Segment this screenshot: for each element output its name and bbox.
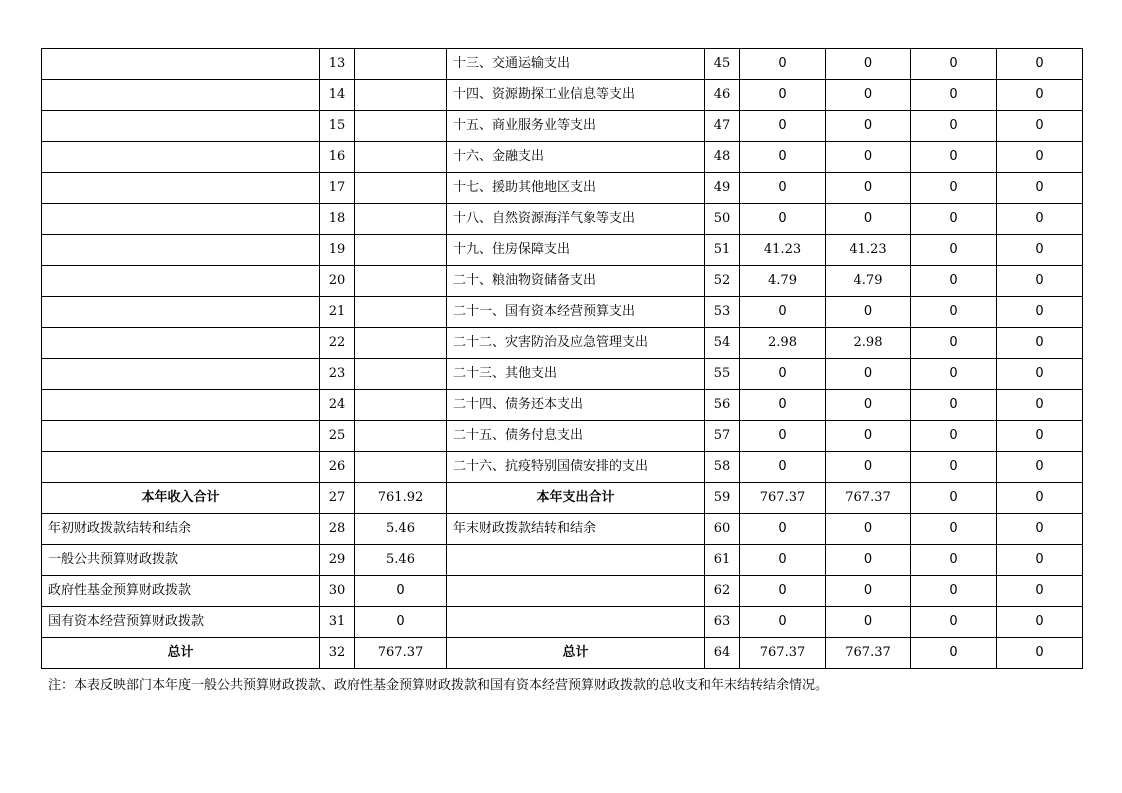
- left-amount-cell: [355, 452, 447, 483]
- left-label-cell: [42, 390, 320, 421]
- general-budget-cell: 767.37: [826, 638, 911, 669]
- right-line-number: 55: [705, 359, 740, 390]
- state-capital-cell: 0: [997, 111, 1083, 142]
- left-line-number: 32: [320, 638, 355, 669]
- gov-fund-cell: 0: [911, 204, 997, 235]
- table-row: [42, 297, 1083, 328]
- right-line-number: 47: [705, 111, 740, 142]
- gov-fund-cell: 0: [911, 49, 997, 80]
- right-label-cell: 十七、援助其他地区支出: [447, 173, 705, 204]
- total-expenditure-cell: 0: [740, 390, 826, 421]
- table-row: [42, 204, 1083, 235]
- right-line-number: 53: [705, 297, 740, 328]
- table-row: [42, 421, 1083, 452]
- state-capital-cell: 0: [997, 390, 1083, 421]
- right-line-number: 59: [705, 483, 740, 514]
- total-expenditure-cell: 0: [740, 49, 826, 80]
- left-label-cell: [42, 204, 320, 235]
- total-expenditure-cell: 0: [740, 297, 826, 328]
- gov-fund-cell: 0: [911, 359, 997, 390]
- state-capital-cell: 0: [997, 514, 1083, 545]
- general-budget-cell: 0: [826, 607, 911, 638]
- general-budget-cell: 0: [826, 173, 911, 204]
- left-amount-cell: [355, 328, 447, 359]
- general-budget-cell: 0: [826, 297, 911, 328]
- gov-fund-cell: 0: [911, 235, 997, 266]
- left-line-number: 13: [320, 49, 355, 80]
- right-label-cell: 二十、粮油物资储备支出: [447, 266, 705, 297]
- total-expenditure-cell: 0: [740, 421, 826, 452]
- left-amount-cell: [355, 49, 447, 80]
- total-expenditure-cell: 2.98: [740, 328, 826, 359]
- gov-fund-cell: 0: [911, 142, 997, 173]
- total-expenditure-cell: 0: [740, 80, 826, 111]
- gov-fund-cell: 0: [911, 607, 997, 638]
- state-capital-cell: 0: [997, 266, 1083, 297]
- total-expenditure-cell: 0: [740, 142, 826, 173]
- right-line-number: 57: [705, 421, 740, 452]
- left-line-number: 26: [320, 452, 355, 483]
- left-amount-cell: 0: [355, 607, 447, 638]
- state-capital-cell: 0: [997, 142, 1083, 173]
- general-budget-cell: 0: [826, 514, 911, 545]
- table-row: [42, 545, 1083, 576]
- left-amount-cell: [355, 235, 447, 266]
- total-expenditure-cell: 0: [740, 452, 826, 483]
- left-label-cell: [42, 266, 320, 297]
- left-line-number: 19: [320, 235, 355, 266]
- state-capital-cell: 0: [997, 173, 1083, 204]
- left-label-cell: 国有资本经营预算财政拨款: [42, 607, 320, 638]
- right-line-number: 46: [705, 80, 740, 111]
- gov-fund-cell: 0: [911, 390, 997, 421]
- gov-fund-cell: 0: [911, 421, 997, 452]
- right-line-number: 63: [705, 607, 740, 638]
- gov-fund-cell: 0: [911, 173, 997, 204]
- left-amount-cell: 767.37: [355, 638, 447, 669]
- state-capital-cell: 0: [997, 80, 1083, 111]
- left-label-cell: [42, 297, 320, 328]
- table-row: [42, 49, 1083, 80]
- left-label-cell: [42, 111, 320, 142]
- total-expenditure-cell: 0: [740, 607, 826, 638]
- table-row: [42, 514, 1083, 545]
- right-line-number: 60: [705, 514, 740, 545]
- left-amount-cell: [355, 142, 447, 173]
- left-label-cell: [42, 142, 320, 173]
- left-line-number: 20: [320, 266, 355, 297]
- right-line-number: 48: [705, 142, 740, 173]
- right-label-cell: [447, 576, 705, 607]
- right-label-cell: 十四、资源勘探工业信息等支出: [447, 80, 705, 111]
- total-expenditure-cell: 767.37: [740, 638, 826, 669]
- right-line-number: 61: [705, 545, 740, 576]
- left-line-number: 17: [320, 173, 355, 204]
- left-amount-cell: [355, 111, 447, 142]
- left-line-number: 31: [320, 607, 355, 638]
- right-label-cell: 二十三、其他支出: [447, 359, 705, 390]
- state-capital-cell: 0: [997, 576, 1083, 607]
- left-line-number: 28: [320, 514, 355, 545]
- left-line-number: 27: [320, 483, 355, 514]
- table-note: 注：本表反映部门本年度一般公共预算财政拨款、政府性基金预算财政拨款和国有资本经营预算财政拨款的总收支和年末结转结余情况。: [48, 678, 829, 693]
- left-line-number: 29: [320, 545, 355, 576]
- general-budget-cell: 2.98: [826, 328, 911, 359]
- right-label-cell: 二十二、灾害防治及应急管理支出: [447, 328, 705, 359]
- total-expenditure-cell: 0: [740, 545, 826, 576]
- table-row: [42, 235, 1083, 266]
- gov-fund-cell: 0: [911, 266, 997, 297]
- left-line-number: 21: [320, 297, 355, 328]
- left-line-number: 16: [320, 142, 355, 173]
- left-label-cell: [42, 359, 320, 390]
- left-amount-cell: 5.46: [355, 545, 447, 576]
- total-expenditure-cell: 767.37: [740, 483, 826, 514]
- right-line-number: 54: [705, 328, 740, 359]
- left-label-cell: [42, 421, 320, 452]
- left-label-cell: [42, 49, 320, 80]
- left-line-number: 18: [320, 204, 355, 235]
- right-label-cell: [447, 545, 705, 576]
- table-row: [42, 80, 1083, 111]
- left-amount-cell: 5.46: [355, 514, 447, 545]
- gov-fund-cell: 0: [911, 452, 997, 483]
- total-expenditure-cell: 0: [740, 359, 826, 390]
- right-line-number: 56: [705, 390, 740, 421]
- gov-fund-cell: 0: [911, 328, 997, 359]
- state-capital-cell: 0: [997, 204, 1083, 235]
- state-capital-cell: 0: [997, 235, 1083, 266]
- right-label-cell: [447, 607, 705, 638]
- right-line-number: 62: [705, 576, 740, 607]
- table-row: [42, 173, 1083, 204]
- left-line-number: 22: [320, 328, 355, 359]
- left-amount-cell: [355, 359, 447, 390]
- table-row: [42, 607, 1083, 638]
- state-capital-cell: 0: [997, 545, 1083, 576]
- right-label-cell: 年末财政拨款结转和结余: [447, 514, 705, 545]
- table-row: [42, 266, 1083, 297]
- right-line-number: 64: [705, 638, 740, 669]
- right-label-cell: 二十六、抗疫特别国债安排的支出: [447, 452, 705, 483]
- left-amount-cell: [355, 80, 447, 111]
- right-label-cell: 十三、交通运输支出: [447, 49, 705, 80]
- table-row: [42, 452, 1083, 483]
- table-row: [42, 328, 1083, 359]
- left-amount-cell: [355, 266, 447, 297]
- right-label-cell: 总计: [447, 638, 705, 669]
- table-row: [42, 638, 1083, 669]
- right-label-cell: 二十一、国有资本经营预算支出: [447, 297, 705, 328]
- left-label-cell: 一般公共预算财政拨款: [42, 545, 320, 576]
- general-budget-cell: 0: [826, 142, 911, 173]
- right-label-cell: 本年支出合计: [447, 483, 705, 514]
- general-budget-cell: 0: [826, 204, 911, 235]
- left-line-number: 15: [320, 111, 355, 142]
- left-label-cell: [42, 80, 320, 111]
- general-budget-cell: 0: [826, 545, 911, 576]
- total-expenditure-cell: 0: [740, 204, 826, 235]
- gov-fund-cell: 0: [911, 638, 997, 669]
- left-label-cell: 本年收入合计: [42, 483, 320, 514]
- left-label-cell: 年初财政拨款结转和结余: [42, 514, 320, 545]
- state-capital-cell: 0: [997, 607, 1083, 638]
- left-amount-cell: [355, 204, 447, 235]
- left-amount-cell: 761.92: [355, 483, 447, 514]
- left-line-number: 23: [320, 359, 355, 390]
- general-budget-cell: 0: [826, 49, 911, 80]
- table-row: [42, 359, 1083, 390]
- state-capital-cell: 0: [997, 297, 1083, 328]
- total-expenditure-cell: 0: [740, 111, 826, 142]
- state-capital-cell: 0: [997, 328, 1083, 359]
- right-label-cell: 十八、自然资源海洋气象等支出: [447, 204, 705, 235]
- table-row: [42, 483, 1083, 514]
- right-line-number: 50: [705, 204, 740, 235]
- left-line-number: 24: [320, 390, 355, 421]
- table-row: [42, 390, 1083, 421]
- state-capital-cell: 0: [997, 421, 1083, 452]
- right-label-cell: 十五、商业服务业等支出: [447, 111, 705, 142]
- general-budget-cell: 0: [826, 452, 911, 483]
- state-capital-cell: 0: [997, 638, 1083, 669]
- left-label-cell: [42, 235, 320, 266]
- left-amount-cell: [355, 173, 447, 204]
- gov-fund-cell: 0: [911, 483, 997, 514]
- table-row: [42, 576, 1083, 607]
- general-budget-cell: 0: [826, 111, 911, 142]
- general-budget-cell: 4.79: [826, 266, 911, 297]
- state-capital-cell: 0: [997, 483, 1083, 514]
- total-expenditure-cell: 0: [740, 173, 826, 204]
- right-line-number: 58: [705, 452, 740, 483]
- general-budget-cell: 0: [826, 359, 911, 390]
- state-capital-cell: 0: [997, 452, 1083, 483]
- general-budget-cell: 0: [826, 421, 911, 452]
- general-budget-cell: 767.37: [826, 483, 911, 514]
- gov-fund-cell: 0: [911, 297, 997, 328]
- right-label-cell: 二十四、债务还本支出: [447, 390, 705, 421]
- table-row: [42, 142, 1083, 173]
- gov-fund-cell: 0: [911, 80, 997, 111]
- left-label-cell: [42, 328, 320, 359]
- total-expenditure-cell: 41.23: [740, 235, 826, 266]
- table-row: [42, 111, 1083, 142]
- gov-fund-cell: 0: [911, 576, 997, 607]
- right-line-number: 51: [705, 235, 740, 266]
- left-label-cell: [42, 173, 320, 204]
- left-line-number: 30: [320, 576, 355, 607]
- right-line-number: 52: [705, 266, 740, 297]
- general-budget-cell: 0: [826, 80, 911, 111]
- gov-fund-cell: 0: [911, 111, 997, 142]
- state-capital-cell: 0: [997, 359, 1083, 390]
- total-expenditure-cell: 4.79: [740, 266, 826, 297]
- total-expenditure-cell: 0: [740, 514, 826, 545]
- left-amount-cell: 0: [355, 576, 447, 607]
- general-budget-cell: 41.23: [826, 235, 911, 266]
- general-budget-cell: 0: [826, 390, 911, 421]
- right-label-cell: 十六、金融支出: [447, 142, 705, 173]
- left-line-number: 14: [320, 80, 355, 111]
- left-label-cell: 政府性基金预算财政拨款: [42, 576, 320, 607]
- left-amount-cell: [355, 421, 447, 452]
- gov-fund-cell: 0: [911, 545, 997, 576]
- left-label-cell: 总计: [42, 638, 320, 669]
- right-line-number: 49: [705, 173, 740, 204]
- left-label-cell: [42, 452, 320, 483]
- left-line-number: 25: [320, 421, 355, 452]
- total-expenditure-cell: 0: [740, 576, 826, 607]
- state-capital-cell: 0: [997, 49, 1083, 80]
- budget-table: [41, 48, 1083, 669]
- left-amount-cell: [355, 390, 447, 421]
- right-label-cell: 二十五、债务付息支出: [447, 421, 705, 452]
- general-budget-cell: 0: [826, 576, 911, 607]
- gov-fund-cell: 0: [911, 514, 997, 545]
- left-amount-cell: [355, 297, 447, 328]
- right-line-number: 45: [705, 49, 740, 80]
- right-label-cell: 十九、住房保障支出: [447, 235, 705, 266]
